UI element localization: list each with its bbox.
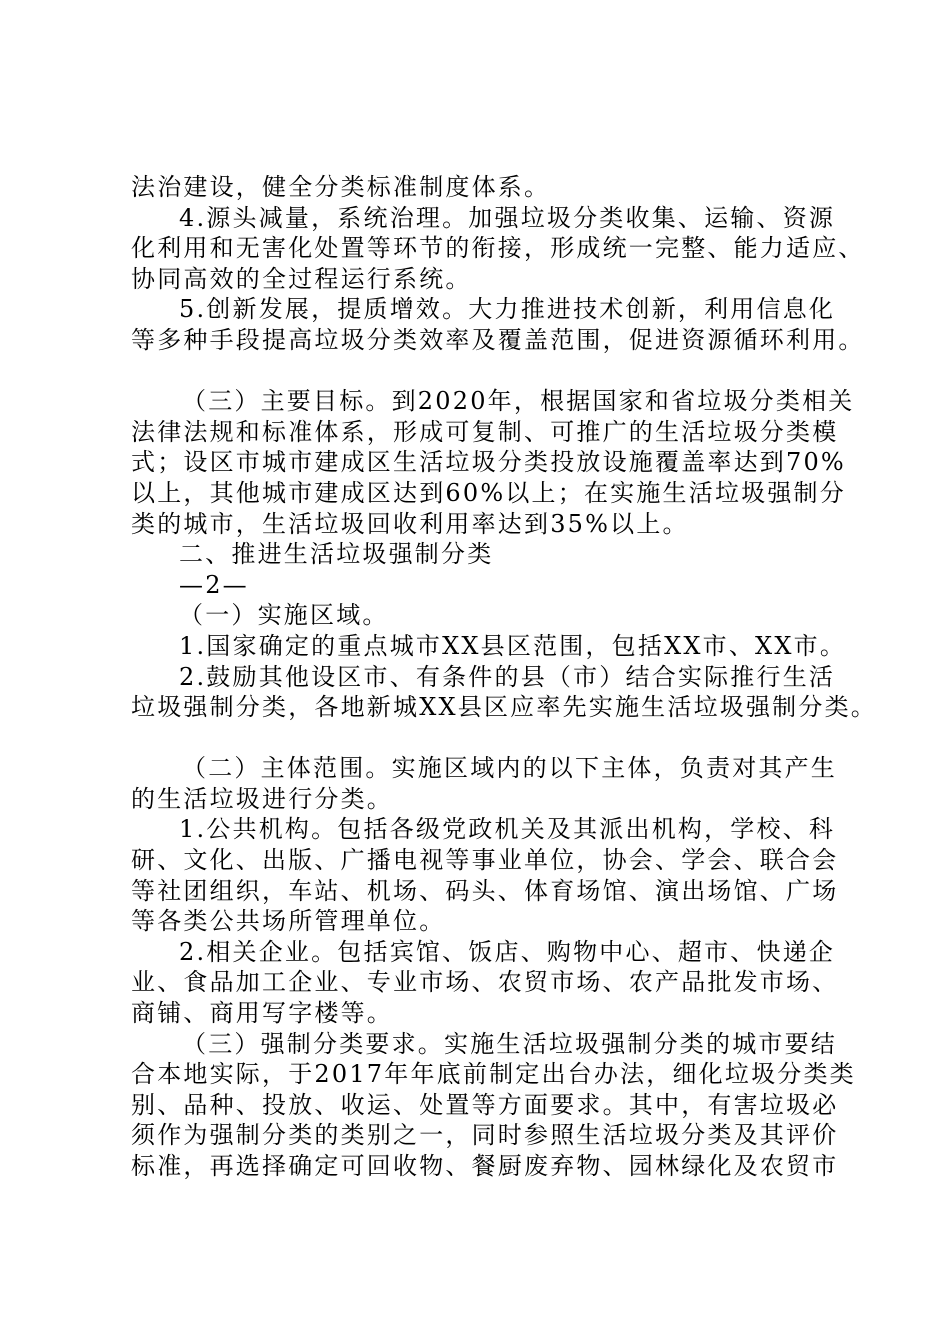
text-line: （一）实施区域。 [179,601,389,630]
text-line: 业、食品加工企业、专业市场、农贸市场、农产品批发市场、 [131,968,839,997]
text-line: 4.源头减量，系统治理。加强垃圾分类收集、运输、资源 [179,203,836,232]
text-line: 等多种手段提高垃圾分类效率及覆盖范围，促进资源循环利用。 [131,325,865,354]
text-line: 须作为强制分类的类别之一，同时参照生活垃圾分类及其评价 [131,1121,839,1150]
section-heading: 二、推进生活垃圾强制分类 [179,540,494,569]
text-line: 等各类公共场所管理单位。 [131,907,446,936]
paragraph-gap [131,356,831,387]
page-number: —2— [179,570,249,599]
document-body [131,172,877,1182]
text-line: 研、文化、出版、广播电视等事业单位，协会、学会、联合会 [131,846,839,875]
text-line: 类的城市，生活垃圾回收利用率达到35%以上。 [131,509,689,538]
text-line: 垃圾强制分类，各地新城XX县区应率先实施生活垃圾强制分类。 [131,693,877,722]
text-line: 2.鼓励其他设区市、有条件的县（市）结合实际推行生活 [179,662,836,691]
text-line: 商铺、商用写字楼等。 [131,999,393,1028]
text-line: 法治建设，健全分类标准制度体系。 [131,173,551,201]
text-line: 合本地实际，于2017年年底前制定出台办法，细化垃圾分类类 [131,1060,856,1089]
text-line: 2.相关企业。包括宾馆、饭店、购物中心、超市、快递企 [179,937,836,966]
text-line: （三）主要目标。到2020年，根据国家和省垃圾分类相关 [182,387,855,416]
paragraph-gap [131,723,831,754]
text-line: 5.创新发展，提质增效。大力推进技术创新，利用信息化 [179,295,836,324]
text-line: （二）主体范围。实施区域内的以下主体，负责对其产生 [182,754,837,783]
text-line: 1.公共机构。包括各级党政机关及其派出机构，学校、科 [179,815,836,844]
text-line: 法律法规和标准体系，形成可复制、可推广的生活垃圾分类模 [131,417,839,446]
text-line: 别、品种、投放、收运、处置等方面要求。其中，有害垃圾必 [131,1090,839,1119]
text-line: 式；设区市城市建成区生活垃圾分类投放设施覆盖率达到70% [131,448,846,477]
text-line: 化利用和无害化处置等环节的衔接，形成统一完整、能力适应、 [131,234,865,263]
text-line: 以上，其他城市建成区达到60%以上；在实施生活垃圾强制分 [131,478,846,507]
text-line: （三）强制分类要求。实施生活垃圾强制分类的城市要结 [182,1029,837,1058]
text-line: 1.国家确定的重点城市XX县区范围，包括XX市、XX市。 [179,631,847,660]
text-line: 标准，再选择确定可回收物、餐厨废弃物、园林绿化及农贸市 [131,1152,839,1180]
text-line: 等社团组织，车站、机场、码头、体育场馆、演出场馆、广场 [131,876,839,905]
text-line: 协同高效的全过程运行系统。 [131,264,472,293]
text-line: 的生活垃圾进行分类。 [131,784,393,813]
